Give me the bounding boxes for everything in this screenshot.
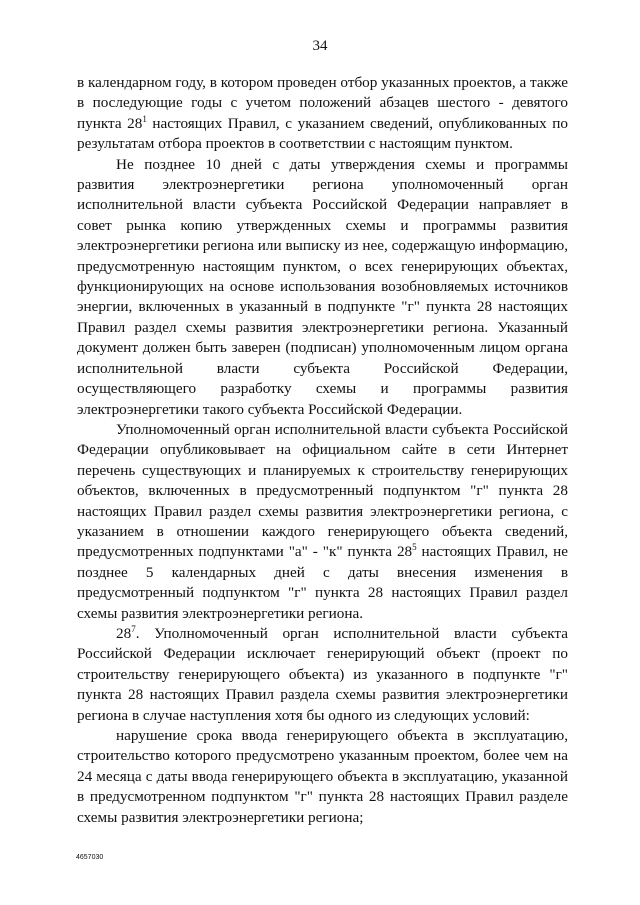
superscript-index: 7 xyxy=(131,623,136,634)
paragraph-text: настоящих Правил, не позднее 5 календарных дней с даты внесения изменения в предусмотренный подпунктом "г" пункта 28 настоящих Правил раздел схемы развития электроэнергетики региона. xyxy=(77,543,568,622)
body-paragraph xyxy=(77,155,568,420)
paragraph-text: настоящих Правил, с указанием сведений, опубликованных по результатам отбора проектов в соответствии с настоящим пунктом. xyxy=(77,114,569,153)
document-code: 4657030 xyxy=(76,854,104,861)
paragraph-text: . Уполномоченный орган исполнительной власти субъекта Российской Федерации исключает генерирующий объект (проект по строительству генерирующего объекта) из указанного в подпункте "г" пункта 28 настоящих Правил раздела схемы развития электроэнергетики региона в случае наступления хотя бы одного из следующих условий: xyxy=(77,624,568,724)
document-body xyxy=(77,73,568,828)
paragraph-text: Уполномоченный орган исполнительной власти субъекта Российской Федерации опубликовывает на официальном сайте в сети Интернет перечень существующих и планируемых к строительству генерирующих объектов, включенных в предусмотренный подпунктом "г" пункта 28 настоящих Правил раздел схемы развития электроэнергетики региона, с указанием в отношении каждого генерирующего объекта сведений, предусмотренных подпунктами "а" - "к" пункта 28 xyxy=(77,420,568,561)
body-paragraph xyxy=(77,73,568,155)
page-number: 34 xyxy=(312,38,328,54)
body-paragraph xyxy=(77,624,568,726)
body-paragraph xyxy=(77,726,568,828)
body-paragraph xyxy=(77,420,568,624)
paragraph-text: нарушение срока ввода генерирующего объекта в эксплуатацию, строительство которого предусмотрено указанным проектом, более чем на 24 месяца с даты ввода генерирующего объекта в эксплуатацию, указанной в предусмотренном подпунктом "г" пункта 28 настоящих Правил разделе схемы развития электроэнергетики региона; xyxy=(77,727,568,826)
paragraph-text: в календарном году, в котором проведен отбор указанных проектов, а также в последующие годы с учетом положений абзацев шестого - девятого пункта 28 xyxy=(77,74,568,132)
superscript-index: 5 xyxy=(412,542,417,553)
superscript-index: 1 xyxy=(142,113,147,124)
paragraph-text: 28 xyxy=(116,624,132,642)
paragraph-text: Не позднее 10 дней с даты утверждения схемы и программы развития электроэнергетики региона уполномоченный орган исполнительной власти субъекта Российской Федерации направляет в совет рынка копию утвержденных схемы и программы развития электроэнергетики региона или выписку из нее, содержащую информацию, предусмотренную настоящим пунктом, о всех генерирующих объектах, функционирующих на основе использования возобновляемых источников энергии, включенных в указанный в подпункте "г" пункта 28 настоящих Правил раздел схемы развития электроэнергетики региона. Указанный документ должен быть заверен (подписан) уполномоченным лицом органа исполнительной власти субъекта Российской Федерации, осуществляющего разработку схемы и программы развития электроэнергетики такого субъекта Российской Федерации. xyxy=(77,155,568,418)
